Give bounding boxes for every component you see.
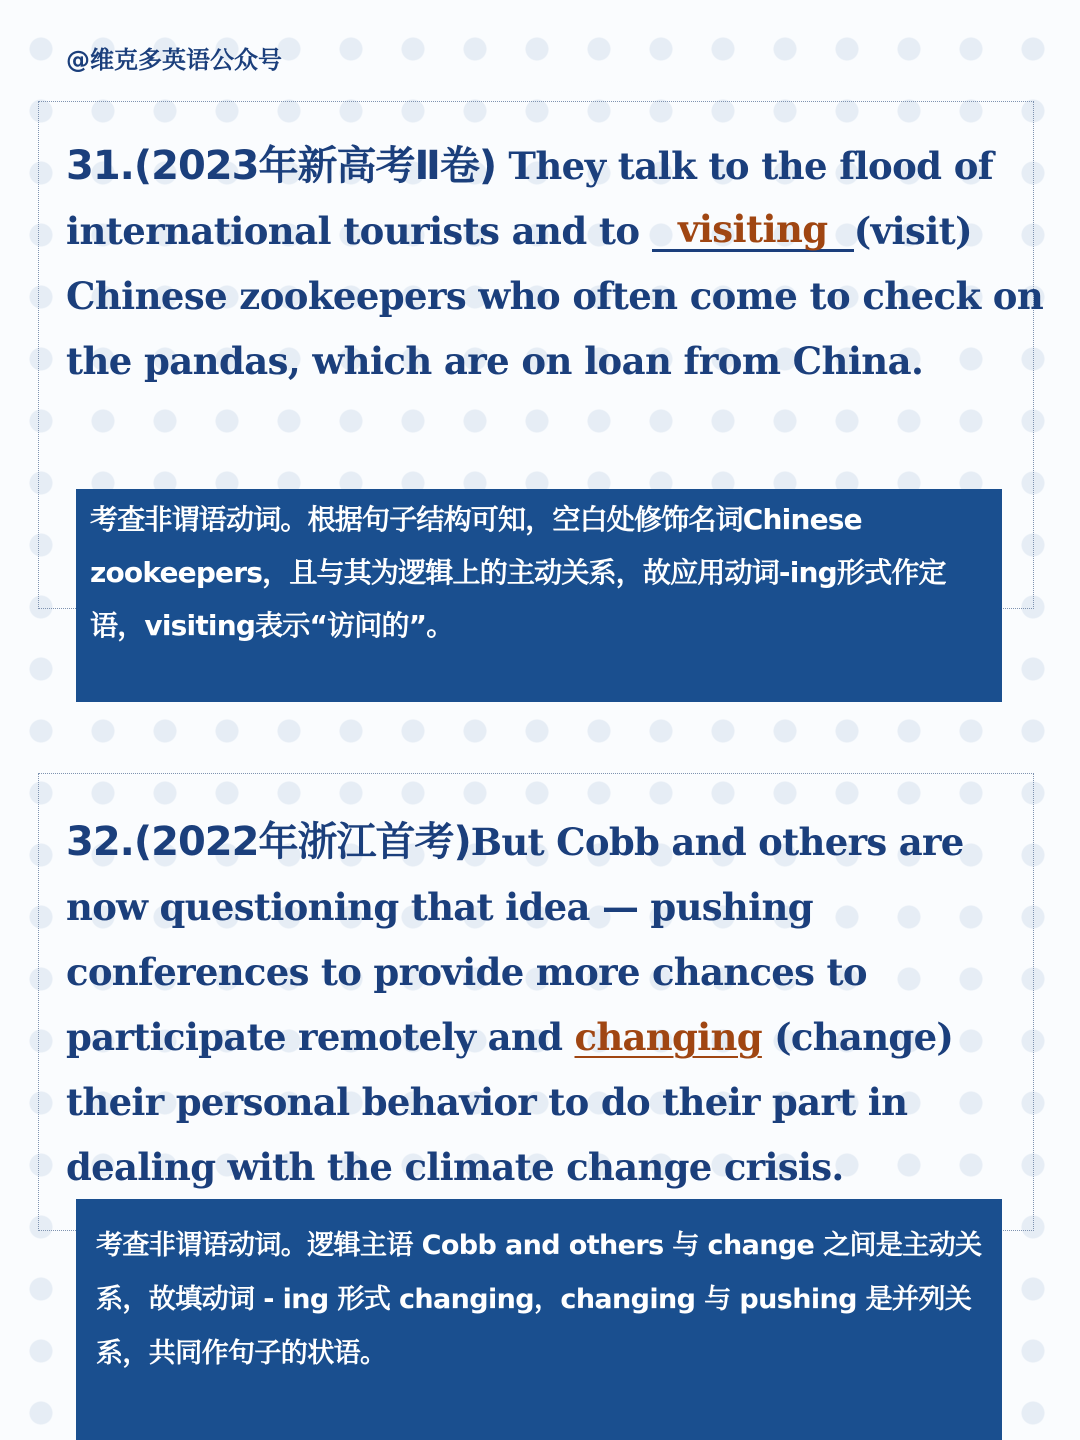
explanation-31: 考查非谓语动词。根据句子结构可知，空白处修饰名词Chinese zookeepers，且与其为逻辑上的主动关系，故应用动词-ing形式作定语，visiting表示“访问的”。 xyxy=(76,489,1002,702)
question-31-text-before: They talk to the flood of international tourists and to xyxy=(66,144,994,253)
question-32-number: 32.(2022年浙江首考) xyxy=(66,819,471,865)
question-32-answer: changing xyxy=(574,1015,762,1059)
question-31-answer: visiting xyxy=(677,207,828,251)
question-31-number: 31.(2023年新高考Ⅱ卷) xyxy=(66,143,497,189)
question-32-text-before: But Cobb and others are now questioning that idea — pushing conferences to provide more chances to participate remotely and xyxy=(66,820,964,1059)
account-handle: @维克多英语公众号 xyxy=(66,46,282,74)
explanation-32: 考查非谓语动词。逻辑主语 Cobb and others 与 change 之间是主动关系，故填动词 - ing 形式 changing，changing 与 pushing 是并列关系，共同作句子的状语。 xyxy=(76,1199,1002,1440)
question-32 xyxy=(66,810,1046,1200)
question-31 xyxy=(66,134,1046,394)
question-32-text-after: (change) their personal behavior to do their part in dealing with the climate change crisis. xyxy=(66,1015,954,1189)
question-31-blank xyxy=(652,209,854,252)
question-31-text-after: (visit) Chinese zookeepers who often come to check on the pandas, which are on loan from China. xyxy=(66,209,1044,383)
